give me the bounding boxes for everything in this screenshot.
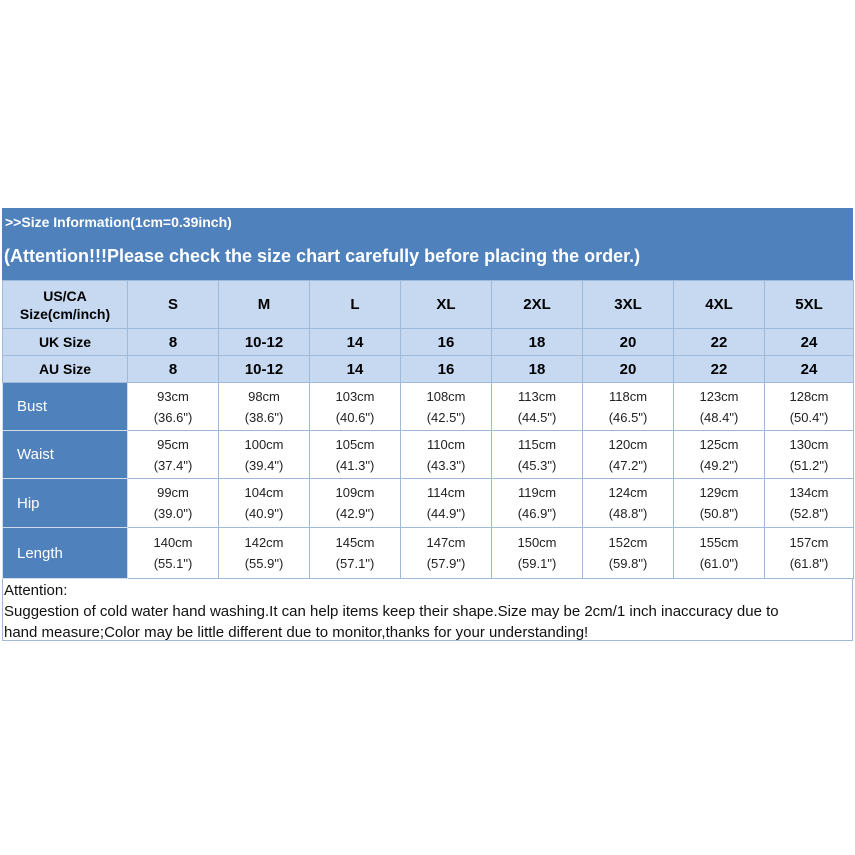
cm-value: 108cm bbox=[426, 388, 466, 404]
inch-value: (55.1") bbox=[153, 556, 193, 571]
measurement-cell bbox=[219, 479, 310, 528]
measurement-row-bust bbox=[3, 383, 854, 431]
inch-value: (36.6") bbox=[153, 409, 193, 425]
inch-value: (48.4") bbox=[699, 409, 739, 425]
inch-value: (44.9") bbox=[426, 506, 466, 521]
measurement-cell bbox=[128, 528, 219, 579]
us-size-label-line1: US/CA bbox=[43, 287, 87, 304]
cm-value: 155cm bbox=[699, 535, 739, 550]
inch-value: (61.8") bbox=[789, 556, 829, 571]
measurement-cell bbox=[401, 528, 492, 579]
cm-value: 142cm bbox=[244, 535, 284, 550]
us-size-cell: 3XL bbox=[583, 281, 674, 329]
inch-value: (55.9") bbox=[244, 556, 284, 571]
measurement-cell bbox=[219, 431, 310, 479]
measurement-cell bbox=[765, 431, 854, 479]
measurement-row-waist bbox=[3, 431, 854, 479]
measurement-cell bbox=[310, 528, 401, 579]
uk-size-cell: 10-12 bbox=[219, 329, 310, 356]
au-size-label: AU Size bbox=[3, 356, 128, 383]
measurement-cell bbox=[219, 383, 310, 431]
measurement-cell bbox=[765, 479, 854, 528]
cm-value: 129cm bbox=[699, 485, 739, 500]
cm-value: 145cm bbox=[335, 535, 375, 550]
us-size-cell: XL bbox=[401, 281, 492, 329]
measurement-cell bbox=[128, 479, 219, 528]
cm-value: 128cm bbox=[789, 388, 829, 404]
cm-value: 109cm bbox=[335, 485, 375, 500]
us-size-cell: 4XL bbox=[674, 281, 765, 329]
inch-value: (51.2") bbox=[789, 457, 829, 473]
inch-value: (39.0") bbox=[153, 506, 193, 521]
cm-value: 119cm bbox=[517, 485, 557, 500]
cm-value: 120cm bbox=[608, 436, 648, 452]
au-size-cell: 22 bbox=[674, 356, 765, 383]
inch-value: (45.3") bbox=[517, 457, 557, 473]
au-size-cell: 20 bbox=[583, 356, 674, 383]
au-size-row bbox=[3, 356, 854, 383]
au-size-cell: 16 bbox=[401, 356, 492, 383]
cm-value: 95cm bbox=[157, 436, 189, 452]
au-size-cell: 24 bbox=[765, 356, 854, 383]
cm-value: 150cm bbox=[517, 535, 557, 550]
measurement-cell bbox=[219, 528, 310, 579]
cm-value: 99cm bbox=[157, 485, 189, 500]
us-size-label bbox=[3, 281, 128, 329]
us-size-cell: S bbox=[128, 281, 219, 329]
cm-value: 152cm bbox=[608, 535, 648, 550]
inch-value: (46.5") bbox=[608, 409, 648, 425]
au-size-cell: 8 bbox=[128, 356, 219, 383]
cm-value: 103cm bbox=[335, 388, 375, 404]
cm-value: 98cm bbox=[248, 388, 280, 404]
uk-size-cell: 24 bbox=[765, 329, 854, 356]
us-size-cell: L bbox=[310, 281, 401, 329]
attention-notes bbox=[2, 579, 853, 641]
cm-value: 125cm bbox=[699, 436, 739, 452]
cm-value: 93cm bbox=[157, 388, 189, 404]
measurement-cell bbox=[583, 479, 674, 528]
inch-value: (40.9") bbox=[244, 506, 284, 521]
inch-value: (37.4") bbox=[153, 457, 193, 473]
inch-value: (48.8") bbox=[608, 506, 648, 521]
inch-value: (57.9") bbox=[426, 556, 466, 571]
cm-value: 114cm bbox=[426, 485, 466, 500]
inch-value: (38.6") bbox=[244, 409, 284, 425]
inch-value: (42.9") bbox=[335, 506, 375, 521]
inch-value: (47.2") bbox=[608, 457, 648, 473]
inch-value: (49.2") bbox=[699, 457, 739, 473]
measurement-cell bbox=[401, 479, 492, 528]
measurement-cell bbox=[492, 431, 583, 479]
inch-value: (44.5") bbox=[517, 409, 557, 425]
inch-value: (43.3") bbox=[426, 457, 466, 473]
measurement-cell bbox=[492, 528, 583, 579]
size-info-heading: >>Size Information(1cm=0.39inch) bbox=[2, 208, 853, 236]
measurement-cell bbox=[492, 479, 583, 528]
inch-value: (41.3") bbox=[335, 457, 375, 473]
measurement-label: Hip bbox=[3, 479, 128, 528]
uk-size-cell: 8 bbox=[128, 329, 219, 356]
us-size-label-line2: Size(cm/inch) bbox=[19, 305, 111, 322]
measurement-row-hip bbox=[3, 479, 854, 528]
au-size-cell: 14 bbox=[310, 356, 401, 383]
measurement-cell bbox=[310, 479, 401, 528]
measurement-cell bbox=[128, 383, 219, 431]
cm-value: 104cm bbox=[244, 485, 284, 500]
measurement-cell bbox=[401, 431, 492, 479]
measurement-cell bbox=[310, 431, 401, 479]
inch-value: (61.0") bbox=[699, 556, 739, 571]
cm-value: 157cm bbox=[789, 535, 829, 550]
inch-value: (46.9") bbox=[517, 506, 557, 521]
measurement-cell bbox=[310, 383, 401, 431]
cm-value: 105cm bbox=[335, 436, 375, 452]
measurement-cell bbox=[674, 479, 765, 528]
measurement-cell bbox=[583, 528, 674, 579]
uk-size-label: UK Size bbox=[3, 329, 128, 356]
cm-value: 110cm bbox=[426, 436, 466, 452]
uk-size-cell: 22 bbox=[674, 329, 765, 356]
cm-value: 115cm bbox=[517, 436, 557, 452]
attention-heading: (Attention!!!Please check the size chart carefully before placing the order.) bbox=[2, 236, 853, 280]
measurement-label: Bust bbox=[3, 383, 128, 431]
uk-size-cell: 20 bbox=[583, 329, 674, 356]
uk-size-cell: 18 bbox=[492, 329, 583, 356]
measurement-cell bbox=[583, 383, 674, 431]
inch-value: (59.1") bbox=[517, 556, 557, 571]
cm-value: 113cm bbox=[517, 388, 557, 404]
cm-value: 118cm bbox=[608, 388, 648, 404]
measurement-cell bbox=[674, 528, 765, 579]
cm-value: 130cm bbox=[789, 436, 829, 452]
us-size-cell: M bbox=[219, 281, 310, 329]
inch-value: (39.4") bbox=[244, 457, 284, 473]
measurement-label: Waist bbox=[3, 431, 128, 479]
inch-value: (50.8") bbox=[699, 506, 739, 521]
uk-size-cell: 14 bbox=[310, 329, 401, 356]
measurement-cell bbox=[128, 431, 219, 479]
inch-value: (59.8") bbox=[608, 556, 648, 571]
cm-value: 124cm bbox=[608, 485, 648, 500]
measurement-cell bbox=[674, 431, 765, 479]
measurement-cell bbox=[674, 383, 765, 431]
inch-value: (52.8") bbox=[789, 506, 829, 521]
measurement-cell bbox=[583, 431, 674, 479]
us-size-cell: 5XL bbox=[765, 281, 854, 329]
measurement-cell bbox=[401, 383, 492, 431]
measurement-row-length bbox=[3, 528, 854, 579]
measurement-label: Length bbox=[3, 528, 128, 579]
inch-value: (40.6") bbox=[335, 409, 375, 425]
au-size-cell: 18 bbox=[492, 356, 583, 383]
us-size-row bbox=[3, 281, 854, 329]
notes-title: Attention: bbox=[4, 582, 68, 599]
size-table bbox=[2, 280, 854, 579]
cm-value: 134cm bbox=[789, 485, 829, 500]
measurement-cell bbox=[492, 383, 583, 431]
inch-value: (57.1") bbox=[335, 556, 375, 571]
size-chart bbox=[2, 208, 853, 641]
cm-value: 100cm bbox=[244, 436, 284, 452]
inch-value: (42.5") bbox=[426, 409, 466, 425]
notes-line-2: hand measure;Color may be little different due to monitor,thanks for your understanding! bbox=[4, 624, 589, 641]
measurement-cell bbox=[765, 383, 854, 431]
notes-line-1: Suggestion of cold water hand washing.It can help items keep their shape.Size may be 2cm/1 inch inaccuracy due to bbox=[4, 603, 779, 620]
cm-value: 123cm bbox=[699, 388, 739, 404]
au-size-cell: 10-12 bbox=[219, 356, 310, 383]
cm-value: 147cm bbox=[426, 535, 466, 550]
cm-value: 140cm bbox=[153, 535, 193, 550]
inch-value: (50.4") bbox=[789, 409, 829, 425]
uk-size-row bbox=[3, 329, 854, 356]
measurement-cell bbox=[765, 528, 854, 579]
uk-size-cell: 16 bbox=[401, 329, 492, 356]
us-size-cell: 2XL bbox=[492, 281, 583, 329]
